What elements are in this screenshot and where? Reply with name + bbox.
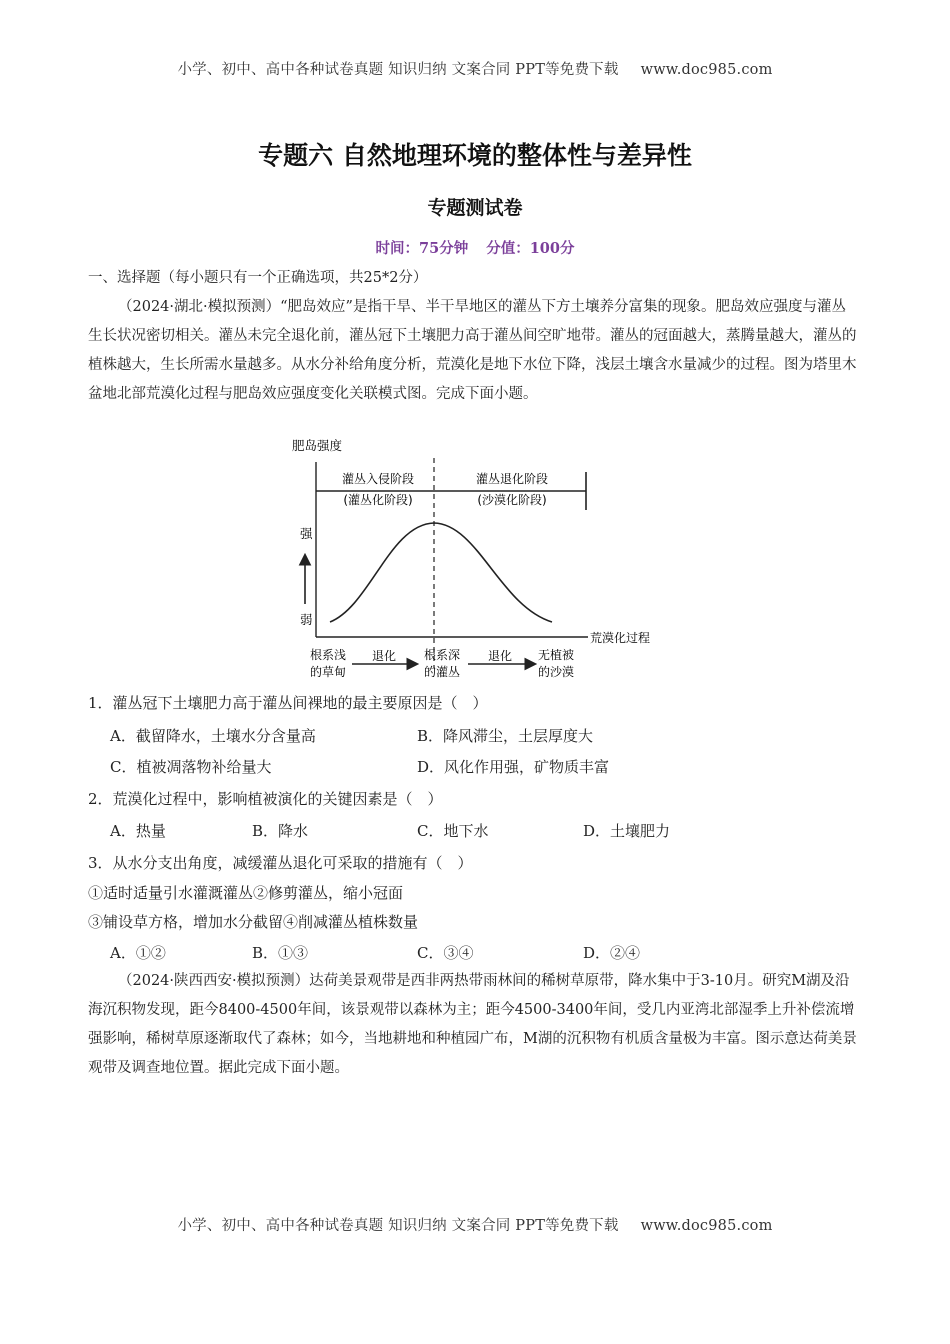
- node2-sublabel: 的灌丛: [423, 665, 461, 679]
- stage2-label: 灌丛退化阶段: [475, 472, 549, 486]
- y-axis-label: 肥岛强度: [292, 438, 343, 453]
- node1-sublabel: 的草甸: [309, 665, 347, 679]
- strong-label: 强: [300, 526, 313, 541]
- q2-option-c[interactable]: C．地下水: [417, 822, 489, 840]
- stage1-label: 灌丛入侵阶段: [341, 472, 415, 486]
- q1-option-d[interactable]: D．风化作用强，矿物质丰富: [417, 758, 610, 776]
- q3-choices-line-1: ①适时适量引水灌溉灌丛②修剪灌丛，缩小冠面: [88, 884, 404, 902]
- exam-info: [0, 237, 950, 258]
- arrow1-label: 退化: [371, 649, 397, 663]
- node2-label: 根系深: [423, 648, 461, 662]
- q3-option-a[interactable]: A．①②: [110, 944, 166, 962]
- passage-2: （2024·陕西西安·模拟预测）达荷美景观带是西非两热带雨林间的稀树草原带，降水集中于3-10月。研究M湖及沿海沉积物发现，距今8400-4500年间，该景观带以森林为主；距今4500-3400年间，受几内亚湾北部湿季上升补偿流增强影响，稀树草原逐渐取代了森林；如今，当地耕地和种植园广布，M湖的沉积物有机质含量极为丰富。图示意达荷美景观带及调查地位置。据此完成下面小题。: [88, 973, 857, 1076]
- weak-label: 弱: [300, 612, 313, 627]
- fertile-island-figure: [290, 436, 670, 686]
- q3-stem: 3．从水分支出角度，减缓灌丛退化可采取的措施有（ ）: [88, 854, 473, 872]
- q1-stem: 1．灌丛冠下土壤肥力高于灌丛间裸地的最主要原因是（ ）: [88, 694, 488, 712]
- header-site-link[interactable]: www.doc985.com: [640, 62, 773, 78]
- node3-sublabel: 的沙漠: [537, 665, 575, 679]
- document-title: 专题六 自然地理环境的整体性与差异性: [258, 141, 692, 170]
- q1-option-a[interactable]: A．截留降水，土壤水分含量高: [110, 727, 316, 745]
- q2-option-d[interactable]: D．土壤肥力: [583, 822, 671, 840]
- footer-site-link[interactable]: www.doc985.com: [640, 1218, 773, 1234]
- exam-time: 时间：75分钟: [375, 240, 469, 257]
- q2-stem: 2．荒漠化过程中，影响植被演化的关键因素是（ ）: [88, 790, 443, 808]
- q3-option-b[interactable]: B．①③: [252, 944, 309, 962]
- arrow2-label: 退化: [487, 649, 513, 663]
- page-footer: [0, 1214, 950, 1235]
- q1-option-b[interactable]: B．降风滞尘，土层厚度大: [417, 727, 594, 745]
- stage2-sublabel: (沙漠化阶段): [477, 493, 547, 507]
- q3-option-c[interactable]: C．③④: [417, 944, 474, 962]
- stage1-sublabel: (灌丛化阶段): [343, 493, 413, 507]
- section-heading: 一、选择题（每小题只有一个正确选项，共25*2分）: [88, 270, 428, 286]
- passage-1: （2024·湖北·模拟预测）“肥岛效应”是指干旱、半干旱地区的灌丛下方土壤养分富集的现象。肥岛效应强度与灌丛生长状况密切相关。灌丛未完全退化前，灌丛冠下土壤肥力高于灌丛间空旷地带。灌丛的冠面越大，蒸腾量越大，灌丛的植株越大，生长所需水量越多。从水分补给角度分析，荒漠化是地下水位下降，浅层土壤含水量减少的过程。图为塔里木盆地北部荒漠化过程与肥岛效应强度变化关联模式图。完成下面小题。: [88, 299, 857, 402]
- document-subtitle: 专题测试卷: [427, 197, 523, 219]
- q1-option-c[interactable]: C．植被凋落物补给量大: [110, 758, 272, 776]
- page-header: [0, 58, 950, 79]
- node3-label: 无植被: [537, 648, 575, 662]
- node1-label: 根系浅: [309, 648, 347, 662]
- header-text: 小学、初中、高中各种试卷真题 知识归纳 文案合同 PPT等免费下载: [177, 62, 619, 78]
- exam-score: 分值：100分: [486, 240, 575, 257]
- footer-text: 小学、初中、高中各种试卷真题 知识归纳 文案合同 PPT等免费下载: [177, 1218, 619, 1234]
- q3-option-d[interactable]: D．②④: [583, 944, 641, 962]
- q2-option-a[interactable]: A．热量: [110, 822, 166, 840]
- q2-option-b[interactable]: B．降水: [252, 822, 309, 840]
- intensity-curve: [330, 523, 552, 622]
- q3-choices-line-2: ③铺设草方格，增加水分截留④削减灌丛植株数量: [88, 913, 419, 931]
- x-axis-label: 荒漠化过程: [590, 631, 651, 645]
